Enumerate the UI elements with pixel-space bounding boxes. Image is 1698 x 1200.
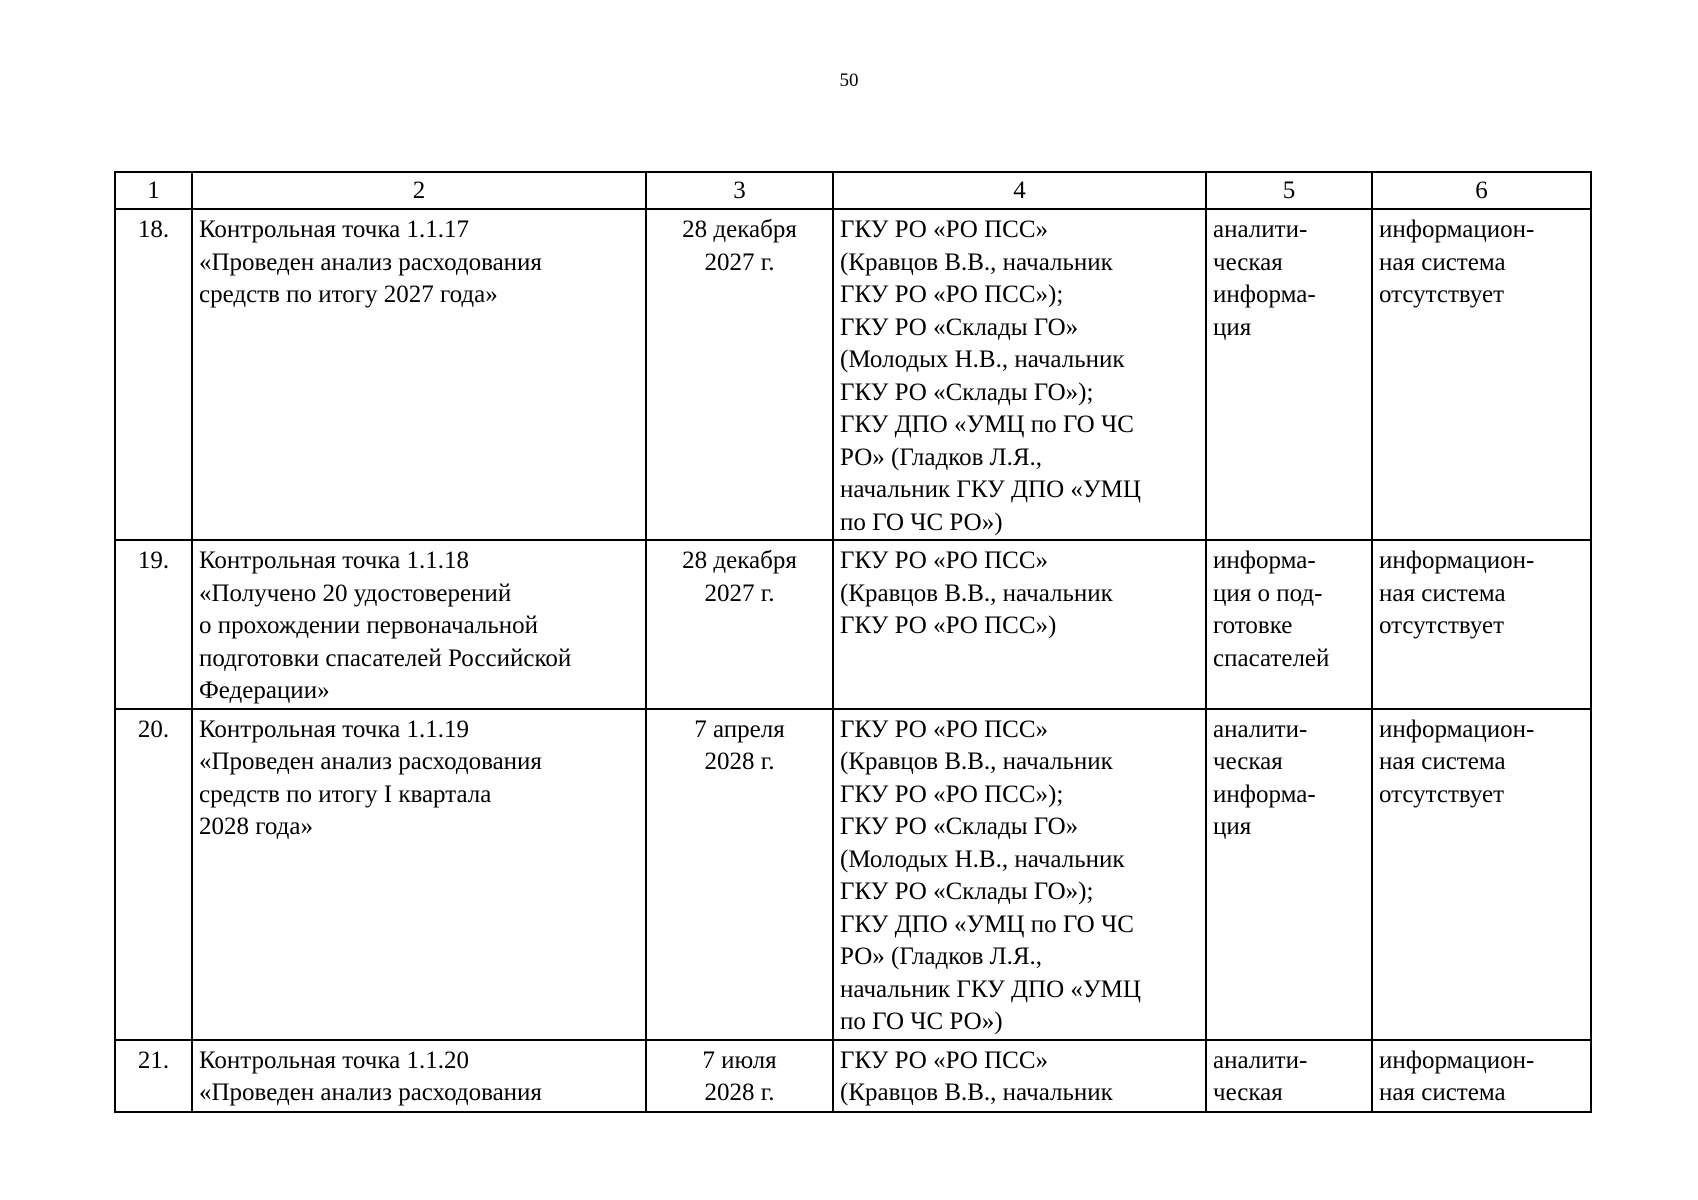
- row-responsible: ГКУ РО «РО ПСС» (Кравцов В.В., начальник ГКУ РО «РО ПСС»): [833, 540, 1206, 709]
- row-number: 20.: [115, 709, 192, 1040]
- row-responsible: ГКУ РО «РО ПСС» (Кравцов В.В., начальник ГКУ РО «РО ПСС»); ГКУ РО «Склады ГО» (Молодых Н.В., начальник ГКУ РО «Склады ГО»); ГКУ ДПО «УМЦ по ГО ЧС РО» (Гладков Л.Я., начальник ГКУ ДПО «УМЦ по ГО ЧС РО»): [833, 209, 1206, 540]
- table-header-row: [115, 172, 1591, 209]
- column-header: 3: [646, 172, 833, 209]
- row-document-type: аналити- ческая информа- ция: [1206, 709, 1372, 1040]
- table-row: [115, 209, 1591, 540]
- column-header: 6: [1372, 172, 1591, 209]
- row-info-system: информацион- ная система: [1372, 1040, 1591, 1112]
- table-row: [115, 540, 1591, 709]
- column-header: 4: [833, 172, 1206, 209]
- row-info-system: информацион- ная система отсутствует: [1372, 209, 1591, 540]
- row-number: 21.: [115, 1040, 192, 1112]
- row-date: 28 декабря 2027 г.: [646, 209, 833, 540]
- column-header: 1: [115, 172, 192, 209]
- column-header: 5: [1206, 172, 1372, 209]
- row-document-type: аналити- ческая информа- ция: [1206, 209, 1372, 540]
- row-number: 18.: [115, 209, 192, 540]
- row-responsible: ГКУ РО «РО ПСС» (Кравцов В.В., начальник ГКУ РО «РО ПСС»); ГКУ РО «Склады ГО» (Молодых Н.В., начальник ГКУ РО «Склады ГО»); ГКУ ДПО «УМЦ по ГО ЧС РО» (Гладков Л.Я., начальник ГКУ ДПО «УМЦ по ГО ЧС РО»): [833, 709, 1206, 1040]
- row-info-system: информацион- ная система отсутствует: [1372, 709, 1591, 1040]
- control-points-table: [114, 171, 1592, 1113]
- row-responsible: ГКУ РО «РО ПСС» (Кравцов В.В., начальник: [833, 1040, 1206, 1112]
- row-description: Контрольная точка 1.1.20 «Проведен анализ расходования: [192, 1040, 646, 1112]
- row-number: 19.: [115, 540, 192, 709]
- row-info-system: информацион- ная система отсутствует: [1372, 540, 1591, 709]
- row-description: Контрольная точка 1.1.19 «Проведен анализ расходования средств по итогу I квартала 2028 года»: [192, 709, 646, 1040]
- row-date: 7 июля 2028 г.: [646, 1040, 833, 1112]
- column-header: 2: [192, 172, 646, 209]
- row-date: 28 декабря 2027 г.: [646, 540, 833, 709]
- row-document-type: аналити- ческая: [1206, 1040, 1372, 1112]
- row-document-type: информа- ция о под- готовке спасателей: [1206, 540, 1372, 709]
- row-date: 7 апреля 2028 г.: [646, 709, 833, 1040]
- table-row: [115, 709, 1591, 1040]
- row-description: Контрольная точка 1.1.17 «Проведен анализ расходования средств по итогу 2027 года»: [192, 209, 646, 540]
- table-row: [115, 1040, 1591, 1112]
- page-number: 50: [839, 70, 859, 91]
- row-description: Контрольная точка 1.1.18 «Получено 20 удостоверений о прохождении первоначальной подготовки спасателей Российской Федерации»: [192, 540, 646, 709]
